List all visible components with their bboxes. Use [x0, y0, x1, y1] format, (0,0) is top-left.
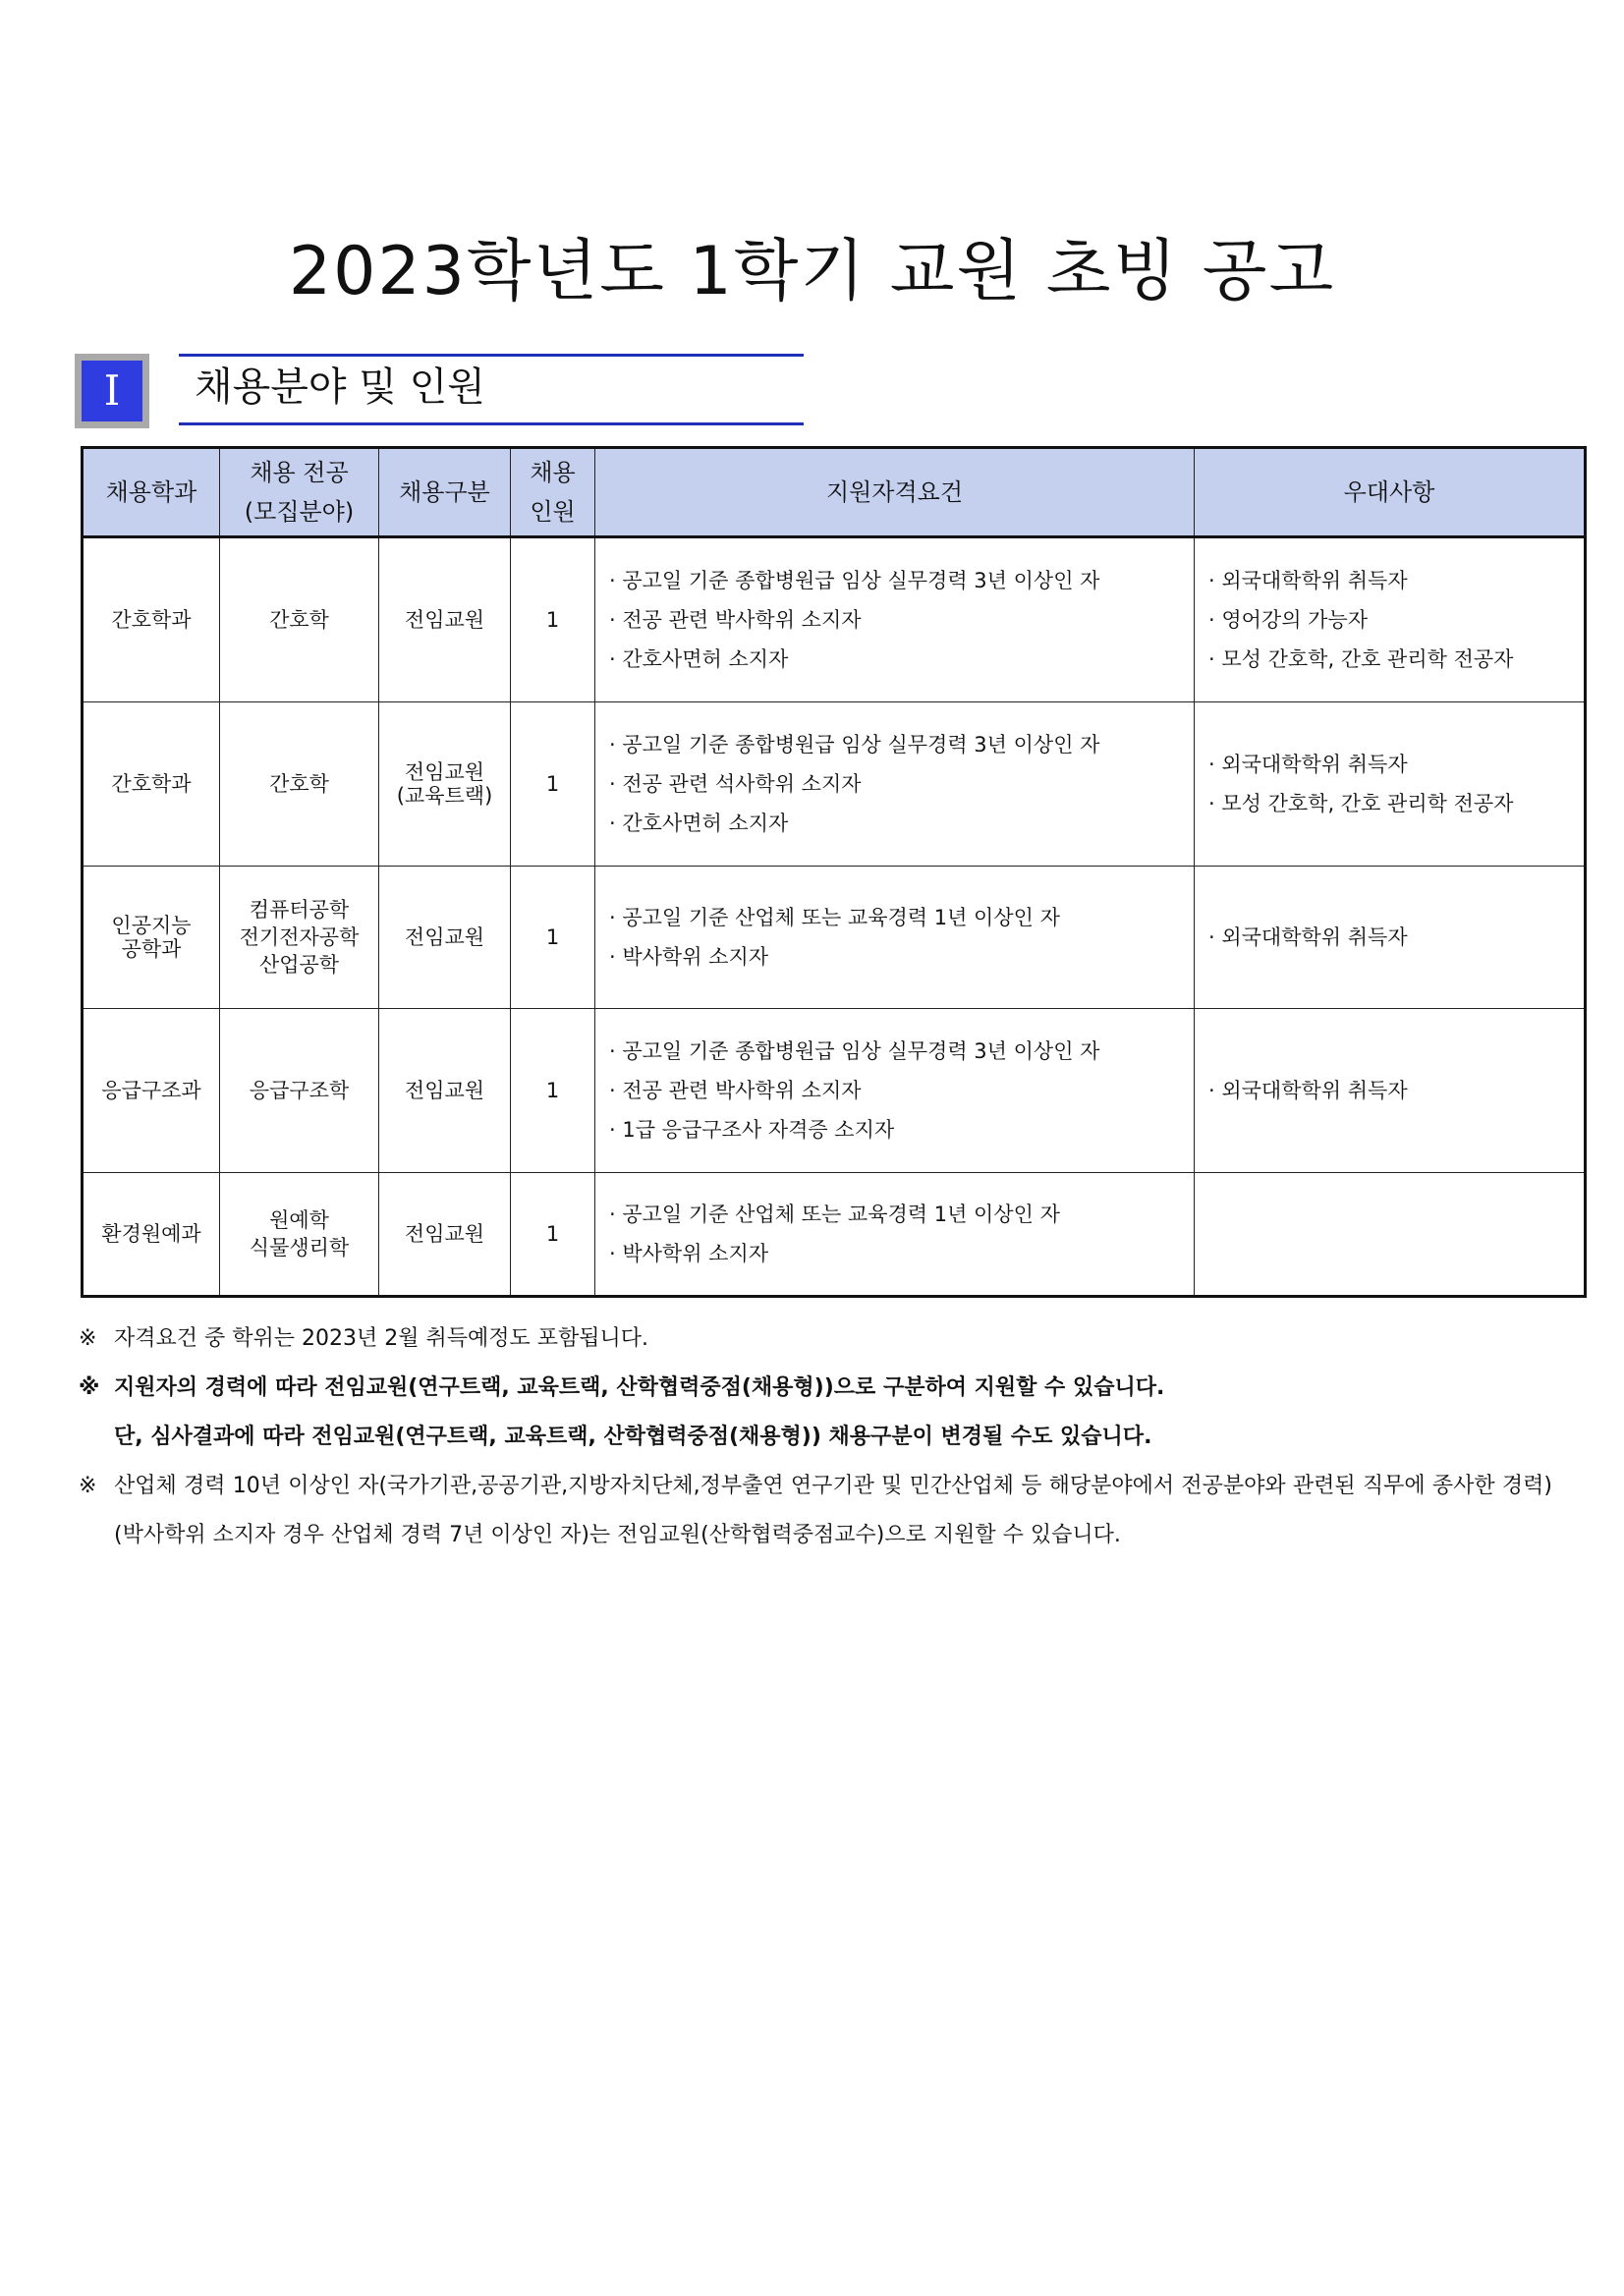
header-major	[220, 448, 379, 537]
note-mark: ※	[79, 1474, 97, 1498]
qual-item: · 공고일 기준 종합병원급 임상 실무경력 3년 이상인 자	[609, 1039, 1100, 1063]
cell-line: 공학과	[121, 937, 182, 961]
cell-line: 산업공학	[258, 953, 340, 977]
pref-item: · 외국대학학위 취득자	[1208, 1079, 1408, 1102]
notes-section	[79, 1315, 1552, 1560]
cell-qualifications	[595, 702, 1195, 867]
cell-line: 전임교원	[404, 925, 485, 949]
cell-preferences	[1195, 867, 1586, 1009]
header-major-line2: (모집분야)	[244, 498, 355, 526]
note-text: 지원자의 경력에 따라 전임교원(연구트랙, 교육트랙, 산학협력중점(채용형))으로 구분하여 지원할 수 있습니다.	[114, 1375, 1165, 1400]
cell-dept	[83, 702, 220, 867]
cell-type	[379, 867, 511, 1009]
cell-line: (교육트랙)	[396, 784, 493, 808]
header-major-line1: 채용 전공	[250, 459, 349, 486]
qual-item: · 전공 관련 박사학위 소지자	[609, 608, 862, 632]
cell-line: 간호학	[269, 608, 329, 632]
cell-count: 1	[511, 537, 595, 702]
cell-line: 전임교원	[404, 608, 485, 632]
header-dept: 채용학과	[83, 448, 220, 537]
cell-count: 1	[511, 867, 595, 1009]
cell-line: 간호학	[269, 772, 329, 796]
cell-dept	[83, 537, 220, 702]
cell-major	[220, 702, 379, 867]
section-title: 채용분야 및 인원	[195, 364, 485, 410]
qual-item: · 공고일 기준 산업체 또는 교육경력 1년 이상인 자	[609, 906, 1060, 929]
cell-type	[379, 702, 511, 867]
cell-count: 1	[511, 1173, 595, 1297]
cell-major	[220, 867, 379, 1009]
pref-item: · 외국대학학위 취득자	[1208, 569, 1408, 592]
qual-item: · 공고일 기준 종합병원급 임상 실무경력 3년 이상인 자	[609, 733, 1100, 756]
qual-item: · 1급 응급구조사 자격증 소지자	[609, 1118, 895, 1142]
table-header-row	[83, 448, 1586, 537]
note-item	[79, 1364, 1552, 1462]
header-qualifications: 지원자격요건	[595, 448, 1195, 537]
cell-line: 응급구조과	[101, 1079, 201, 1102]
section-rule-top	[179, 354, 804, 357]
cell-qualifications	[595, 1173, 1195, 1297]
table-row	[83, 1009, 1586, 1173]
table-row	[83, 1173, 1586, 1297]
cell-line: 전임교원	[404, 760, 485, 784]
cell-preferences	[1195, 537, 1586, 702]
header-count	[511, 448, 595, 537]
cell-count: 1	[511, 702, 595, 867]
qual-item: · 전공 관련 석사학위 소지자	[609, 772, 862, 796]
pref-item: · 외국대학학위 취득자	[1208, 925, 1408, 949]
note-mark: ※	[79, 1326, 97, 1351]
cell-qualifications	[595, 537, 1195, 702]
header-type: 채용구분	[379, 448, 511, 537]
qual-item: · 공고일 기준 종합병원급 임상 실무경력 3년 이상인 자	[609, 569, 1100, 592]
header-count-line2: 인원	[530, 498, 576, 526]
qual-item: · 전공 관련 박사학위 소지자	[609, 1079, 862, 1102]
cell-line: 응급구조학	[249, 1079, 350, 1102]
cell-dept	[83, 1009, 220, 1173]
note-text: 산업체 경력 10년 이상인 자(국가기관,공공기관,지방자치단체,정부출연 연구기관 및 민간산업체 등 해당분야에서 전공분야와 관련된 직무에 종사한 경력) (박사학위 소지자 경우 산업체 경력 7년 이상인 자)는 전임교원(산학협력중점교수)으로 지원할 수 있습니다.	[114, 1474, 1552, 1547]
cell-preferences	[1195, 702, 1586, 867]
page-title: 2023학년도 1학기 교원 초빙 공고	[288, 233, 1336, 310]
cell-line: 간호학과	[111, 772, 192, 796]
section-badge-label: I	[82, 361, 142, 421]
qual-item: · 간호사면허 소지자	[609, 647, 789, 671]
cell-major	[220, 1173, 379, 1297]
note-mark: ※	[79, 1375, 100, 1400]
table-row	[83, 537, 1586, 702]
cell-line: 식물생리학	[249, 1236, 350, 1260]
cell-preferences	[1195, 1173, 1586, 1297]
qual-item: · 박사학위 소지자	[609, 945, 769, 969]
cell-line: 환경원예과	[101, 1222, 201, 1246]
cell-line: 간호학과	[111, 608, 192, 632]
cell-qualifications	[595, 1009, 1195, 1173]
pref-item: · 모성 간호학, 간호 관리학 전공자	[1208, 792, 1514, 815]
pref-item: · 모성 간호학, 간호 관리학 전공자	[1208, 647, 1514, 671]
recruitment-table	[81, 446, 1587, 1298]
note-text: 자격요건 중 학위는 2023년 2월 취득예정도 포함됩니다.	[114, 1326, 648, 1351]
cell-type	[379, 537, 511, 702]
cell-major	[220, 537, 379, 702]
cell-count: 1	[511, 1009, 595, 1173]
pref-item: · 외국대학학위 취득자	[1208, 753, 1408, 776]
header-preferences: 우대사항	[1195, 448, 1586, 537]
note-item	[79, 1462, 1552, 1560]
section-badge	[75, 354, 149, 428]
cell-dept	[83, 867, 220, 1009]
cell-line: 전임교원	[404, 1079, 485, 1102]
cell-line: 컴퓨터공학	[249, 898, 350, 922]
cell-type	[379, 1009, 511, 1173]
cell-qualifications	[595, 867, 1195, 1009]
cell-line: 전기전자공학	[239, 925, 360, 949]
note-text-continued: 단, 심사결과에 따라 전임교원(연구트랙, 교육트랙, 산학협력중점(채용형)) 채용구분이 변경될 수도 있습니다.	[114, 1425, 1152, 1449]
table-row	[83, 702, 1586, 867]
cell-line: 인공지능	[111, 914, 192, 937]
section-rule-bottom	[179, 422, 804, 425]
qual-item: · 공고일 기준 산업체 또는 교육경력 1년 이상인 자	[609, 1203, 1060, 1226]
header-count-line1: 채용	[530, 459, 576, 486]
note-item	[79, 1315, 1552, 1364]
table-row	[83, 867, 1586, 1009]
cell-dept	[83, 1173, 220, 1297]
cell-line: 전임교원	[404, 1222, 485, 1246]
cell-type	[379, 1173, 511, 1297]
qual-item: · 간호사면허 소지자	[609, 812, 789, 835]
cell-preferences	[1195, 1009, 1586, 1173]
cell-major	[220, 1009, 379, 1173]
cell-line: 원예학	[269, 1208, 329, 1232]
pref-item: · 영어강의 가능자	[1208, 608, 1369, 632]
qual-item: · 박사학위 소지자	[609, 1242, 769, 1265]
